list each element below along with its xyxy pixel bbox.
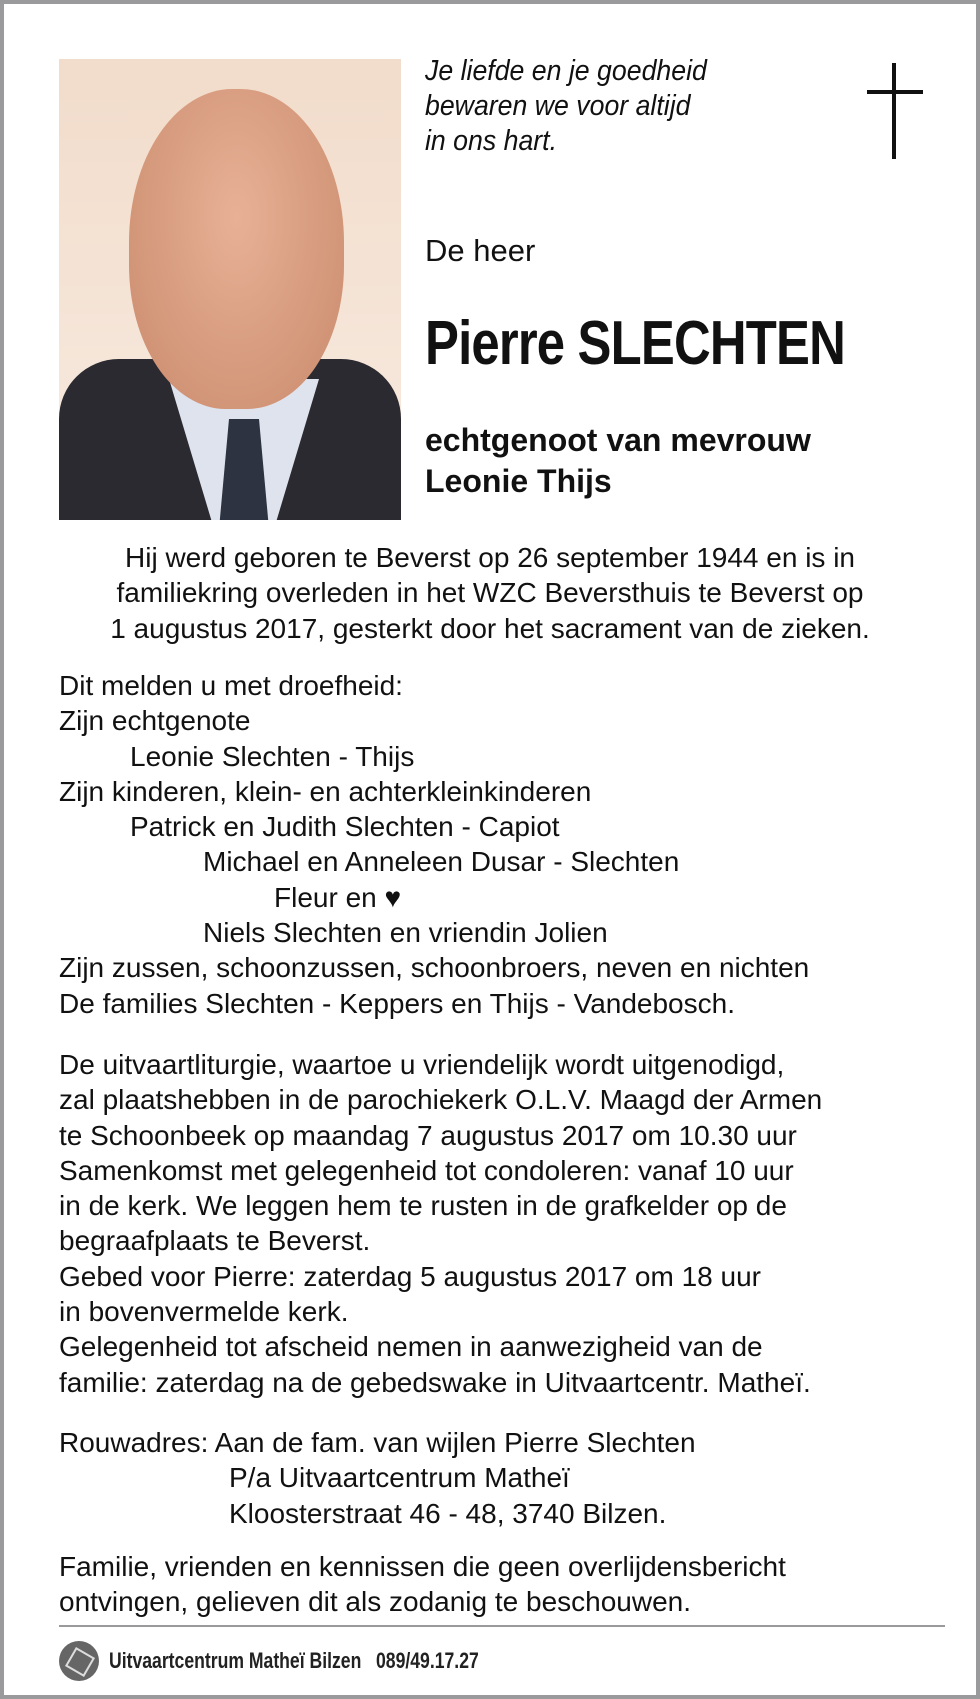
spouse-info [425, 420, 811, 502]
company-name: Uitvaartcentrum Matheï Bilzen [109, 1648, 362, 1673]
footer-divider [59, 1625, 945, 1627]
spouse-line: echtgenoot van mevrouw [425, 422, 811, 458]
portrait-photo [59, 59, 401, 520]
text-line: P/a Uitvaartcentrum Matheï [229, 1462, 570, 1494]
memorial-quote [425, 54, 707, 159]
text-line: Samenkomst met gelegenheid tot condoleren: vanaf 10 uur [59, 1154, 794, 1186]
funeral-home-logo-icon [59, 1641, 99, 1681]
footer [59, 1641, 571, 1681]
footer-text [109, 1648, 479, 1674]
text-line: Kloosterstraat 46 - 48, 3740 Bilzen. [229, 1497, 667, 1529]
closing-note [59, 1549, 786, 1620]
text-line: Hij werd geboren te Beverst op 26 september 1944 en is in [125, 542, 855, 573]
text-line: in bovenvermelde kerk. [59, 1296, 349, 1328]
quote-line: Je liefde en je goedheid [425, 55, 707, 87]
text-line: familie: zaterdag na de gebedswake in Uitvaartcentr. Matheï. [59, 1366, 811, 1398]
family-list [59, 668, 809, 1021]
text-line: Gebed voor Pierre: zaterdag 5 augustus 2017 om 18 uur [59, 1260, 761, 1292]
text-line: Patrick en Judith Slechten - Capiot [130, 811, 560, 843]
title: De heer [425, 233, 536, 268]
text-line: De families Slechten - Keppers en Thijs - Vandebosch. [59, 987, 735, 1019]
text-line: te Schoonbeek op maandag 7 augustus 2017 om 10.30 uur [59, 1119, 797, 1151]
deceased-name: Pierre SLECHTEN [425, 309, 845, 378]
text-line: Gelegenheid tot afscheid nemen in aanwezigheid van de [59, 1331, 763, 1363]
spouse-line: Leonie Thijs [425, 463, 612, 499]
birth-death-paragraph [0, 540, 980, 646]
text-line: zal plaatshebben in de parochiekerk O.L.V. Maagd der Armen [59, 1084, 823, 1116]
text-line: Michael en Anneleen Dusar - Slechten [203, 846, 680, 878]
text-line: Zijn zussen, schoonzussen, schoonbroers, neven en nichten [59, 952, 810, 984]
funeral-details [59, 1047, 822, 1400]
mourning-address [59, 1425, 696, 1531]
text-line: Fleur en ♥ [274, 881, 402, 913]
text-line: Dit melden u met droefheid: [59, 670, 403, 701]
text-line: Niels Slechten en vriendin Jolien [203, 917, 608, 949]
text-line: De uitvaartliturgie, waartoe u vriendelijk wordt uitgenodigd, [59, 1049, 785, 1080]
quote-line: in ons hart. [425, 125, 558, 157]
text-line: Zijn kinderen, klein- en achterkleinkinderen [59, 775, 592, 807]
company-phone: 089/49.17.27 [376, 1648, 479, 1673]
text-line: Rouwadres: Aan de fam. van wijlen Pierre Slechten [59, 1427, 696, 1458]
text-line: in de kerk. We leggen hem te rusten in de grafkelder op de [59, 1190, 787, 1222]
text-line: Familie, vrienden en kennissen die geen overlijdensbericht [59, 1551, 786, 1582]
text-line: familiekring overleden in het WZC Beversthuis te Beverst op [116, 577, 864, 609]
text-line: Leonie Slechten - Thijs [130, 740, 415, 772]
text-line: begraafplaats te Beverst. [59, 1225, 371, 1257]
text-line: 1 augustus 2017, gesterkt door het sacrament van de zieken. [110, 612, 870, 644]
cross-icon [867, 63, 923, 159]
text-line: Zijn echtgenote [59, 705, 251, 737]
quote-line: bewaren we voor altijd [425, 90, 691, 122]
text-line: ontvingen, gelieven dit als zodanig te beschouwen. [59, 1586, 691, 1618]
